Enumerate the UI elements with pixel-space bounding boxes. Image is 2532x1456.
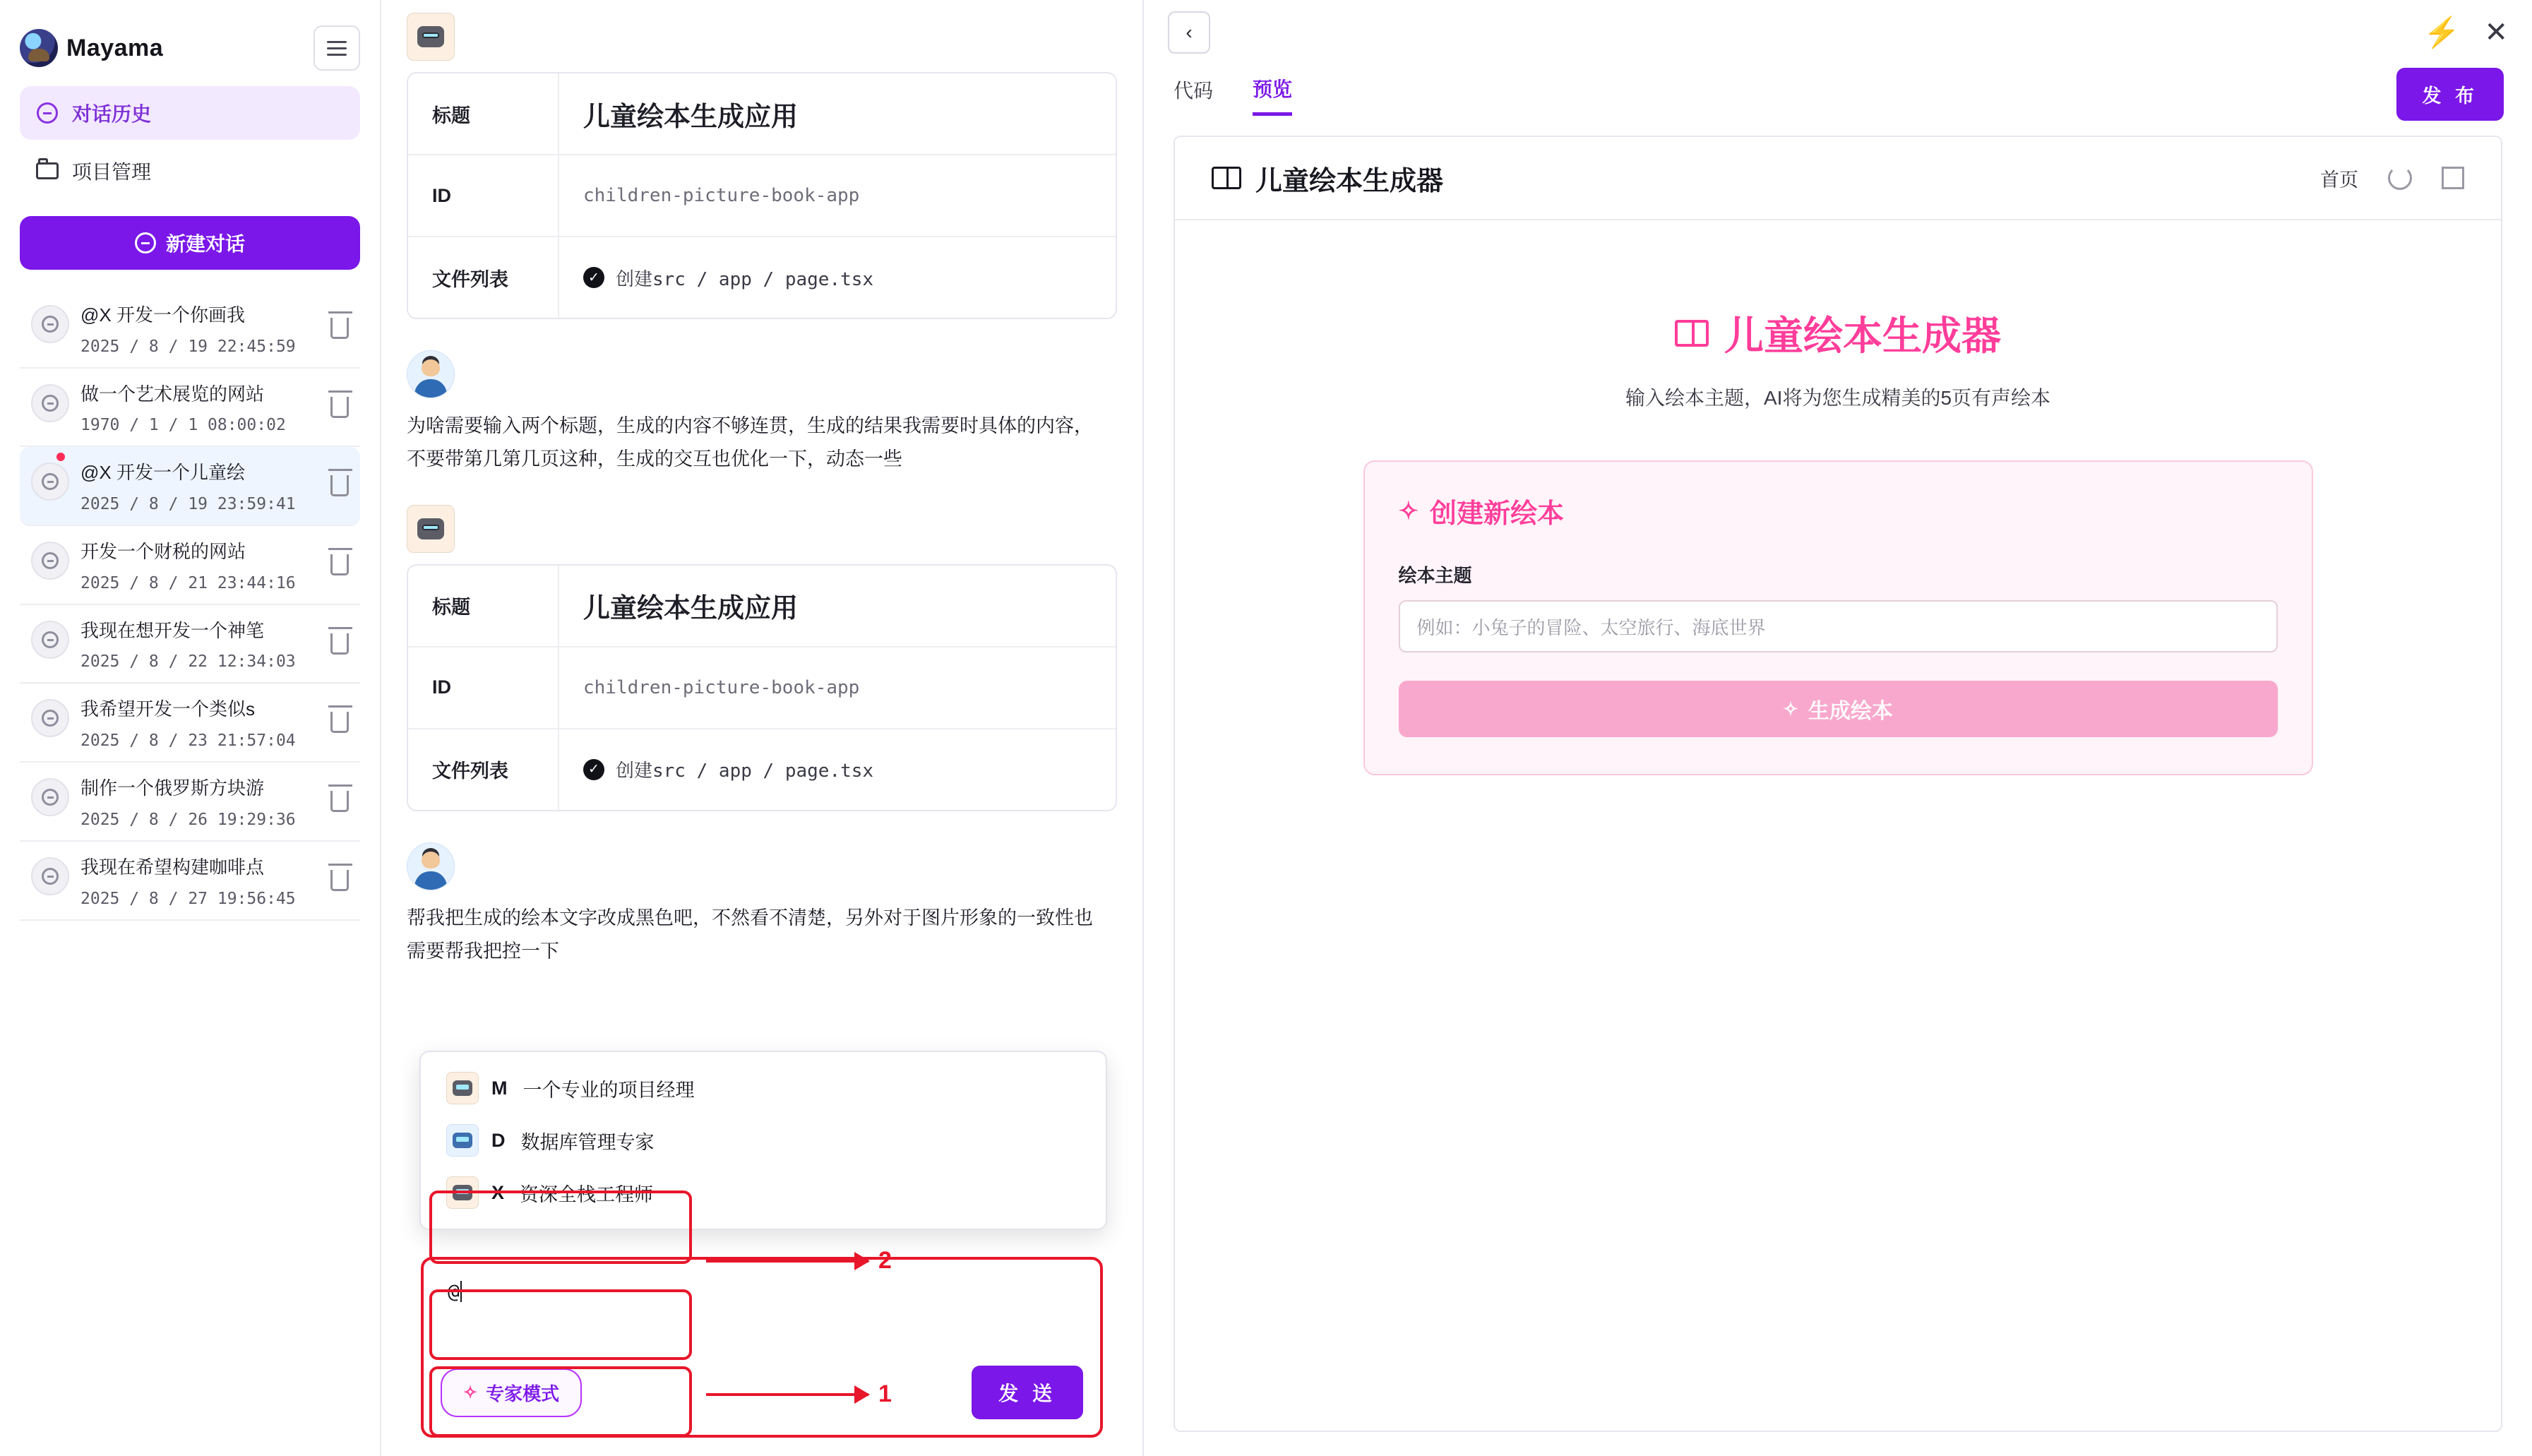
list-item[interactable] xyxy=(20,605,360,684)
sidebar-item-label: 对话历史 xyxy=(72,103,152,125)
sidebar-header xyxy=(20,0,360,86)
page-subtitle: 输入绘本主题，AI将为您生成精美的5页有声绘本 xyxy=(1625,387,2051,409)
list-item[interactable] xyxy=(20,763,360,842)
mention-option-m[interactable] xyxy=(421,1062,1106,1114)
check-icon: ✓ xyxy=(583,267,604,288)
list-item[interactable] xyxy=(20,290,360,369)
mention-option-x[interactable] xyxy=(421,1166,1106,1219)
history-title: 我现在希望构建咖啡点 xyxy=(80,856,265,878)
list-item[interactable] xyxy=(20,526,360,605)
book-icon xyxy=(1212,167,1241,189)
row-value: 创建src / app / page.tsx xyxy=(616,760,874,782)
history-title: 我现在想开发一个神笔 xyxy=(80,619,265,641)
list-item-selected[interactable] xyxy=(20,447,360,526)
unread-dot-icon xyxy=(56,453,65,461)
history-time: 2025 / 8 / 21 23:44:16 xyxy=(80,573,296,592)
row-key: 标题 xyxy=(408,73,559,154)
annotation-number: 2 xyxy=(878,1247,892,1274)
bolt-icon: ⚡ xyxy=(2423,16,2461,49)
user-avatar xyxy=(407,842,455,890)
brand-logo-icon xyxy=(20,29,58,67)
history-time: 2025 / 8 / 23 21:57:04 xyxy=(80,732,296,751)
list-item[interactable] xyxy=(20,369,360,448)
delete-icon[interactable] xyxy=(330,870,349,891)
menu-icon-bar xyxy=(327,54,347,56)
list-item[interactable] xyxy=(20,842,360,921)
history-time: 2025 / 8 / 19 22:45:59 xyxy=(80,337,296,356)
sidebar-item-chat-history[interactable] xyxy=(20,86,360,140)
sparkle-icon: ✧ xyxy=(1783,698,1798,720)
mention-key: D xyxy=(491,1129,506,1151)
menu-icon-bar xyxy=(327,47,347,49)
assistant-avatar xyxy=(407,13,455,61)
annotation-arrow-2 xyxy=(706,1247,892,1275)
history-time: 2025 / 8 / 19 23:59:41 xyxy=(80,495,296,514)
sidebar-item-project-management[interactable] xyxy=(20,144,360,198)
chat-column xyxy=(381,0,1144,1456)
avatar xyxy=(31,542,69,580)
row-value: 创建src / app / page.tsx xyxy=(616,268,874,290)
bot-avatar-icon xyxy=(446,1176,479,1209)
row-value: 儿童绘本生成应用 xyxy=(583,594,799,623)
chat-plus-icon xyxy=(135,232,156,253)
chat-history-list xyxy=(20,290,360,1456)
table-row xyxy=(408,73,1116,155)
nav-home-link[interactable]: 首页 xyxy=(2320,169,2358,191)
row-value: children-picture-book-app xyxy=(583,676,860,698)
project-info-card xyxy=(407,564,1117,811)
expand-icon[interactable] xyxy=(2442,167,2464,189)
preview-panel xyxy=(1144,0,2532,1456)
page-title xyxy=(1675,305,2001,362)
create-book-card xyxy=(1363,460,2313,775)
new-chat-label: 新建对话 xyxy=(165,233,245,255)
history-time: 2025 / 8 / 26 19:29:36 xyxy=(80,810,296,829)
history-time: 2025 / 8 / 22 12:34:03 xyxy=(80,652,296,672)
close-icon[interactable]: ✕ xyxy=(2484,17,2508,48)
sidebar-item-label: 项目管理 xyxy=(72,161,152,183)
history-title: 做一个艺术展览的网站 xyxy=(80,383,265,405)
history-title: 制作一个俄罗斯方块游 xyxy=(80,777,265,799)
page-title-label: 儿童绘本生成器 xyxy=(1724,314,2001,358)
send-button[interactable]: 发 送 xyxy=(972,1366,1083,1419)
user-avatar xyxy=(407,350,455,398)
mention-suggestion-popup[interactable] xyxy=(419,1051,1107,1230)
brand xyxy=(20,29,163,67)
mention-label: 资深全栈工程师 xyxy=(520,1183,654,1205)
avatar xyxy=(31,857,69,895)
avatar xyxy=(31,305,69,343)
mention-key: X xyxy=(491,1181,505,1203)
project-info-card xyxy=(407,72,1117,319)
text-caret xyxy=(460,1281,462,1302)
expert-mode-label: 专家模式 xyxy=(486,1383,560,1404)
row-key: 标题 xyxy=(408,566,559,646)
avatar xyxy=(31,778,69,816)
publish-button[interactable]: 发 布 xyxy=(2396,68,2504,121)
row-key: 文件列表 xyxy=(408,729,559,810)
avatar xyxy=(31,463,69,501)
row-key: ID xyxy=(408,648,559,728)
table-row xyxy=(408,566,1116,648)
row-value: children-picture-book-app xyxy=(583,185,860,206)
app-brand-label: 儿童绘本生成器 xyxy=(1255,166,1444,196)
delete-icon[interactable] xyxy=(330,712,349,733)
bot-avatar-icon xyxy=(446,1124,479,1157)
new-chat-button[interactable] xyxy=(20,216,360,270)
refresh-icon[interactable] xyxy=(2388,166,2412,190)
message-composer[interactable] xyxy=(421,1257,1103,1438)
row-value: 儿童绘本生成应用 xyxy=(583,102,799,132)
mention-label: 数据库管理专家 xyxy=(520,1131,655,1153)
check-icon: ✓ xyxy=(583,759,604,780)
generate-book-label: 生成绘本 xyxy=(1808,700,1893,723)
book-icon xyxy=(1675,320,1709,347)
row-key: 文件列表 xyxy=(408,237,559,318)
card-title xyxy=(1399,491,2278,530)
message-input-value: @ xyxy=(448,1279,460,1303)
sidebar xyxy=(0,0,381,1456)
history-time: 1970 / 1 / 1 08:00:02 xyxy=(80,416,286,435)
list-item[interactable] xyxy=(20,684,360,763)
theme-input[interactable]: 例如：小兔子的冒险、太空旅行、海底世界 xyxy=(1399,600,2278,652)
tab-code[interactable]: 代码 xyxy=(1174,80,1214,102)
annotation-arrow-1 xyxy=(706,1380,892,1408)
history-title: 开发一个财税的网站 xyxy=(80,541,246,563)
annotation-number: 1 xyxy=(878,1380,892,1407)
card-title-label: 创建新绘本 xyxy=(1430,499,1565,529)
history-time: 2025 / 8 / 27 19:56:45 xyxy=(80,889,296,908)
arrow-icon xyxy=(706,1393,868,1396)
menu-toggle-button[interactable] xyxy=(313,25,360,71)
history-title: @X 开发一个儿童绘 xyxy=(80,462,245,484)
sparkle-icon: ✧ xyxy=(1398,497,1419,525)
sparkle-icon: ✧ xyxy=(463,1383,478,1402)
bot-avatar-icon xyxy=(446,1072,479,1104)
chat-icon xyxy=(35,101,59,125)
app-body xyxy=(1175,220,2501,1431)
table-row xyxy=(408,237,1116,318)
delete-icon[interactable] xyxy=(330,791,349,812)
delete-icon[interactable] xyxy=(330,554,349,575)
preview-topbar xyxy=(1144,0,2532,65)
delete-icon[interactable] xyxy=(330,397,349,418)
menu-icon-bar xyxy=(327,41,347,43)
theme-field-label: 绘本主题 xyxy=(1398,565,1472,586)
avatar xyxy=(31,699,69,737)
preview-tabs xyxy=(1144,65,2532,124)
history-title: 我希望开发一个类似s xyxy=(80,698,256,720)
message-input[interactable] xyxy=(441,1274,1083,1346)
app-header xyxy=(1175,137,2501,220)
user-message: 帮我把生成的绘本文字改成黑色吧，不然看不清楚，另外对于图片形象的一致性也需要帮我把控一下 xyxy=(407,907,1093,962)
delete-icon[interactable] xyxy=(330,633,349,655)
preview-frame xyxy=(1174,136,2502,1432)
avatar xyxy=(31,621,69,659)
mention-option-d[interactable] xyxy=(421,1114,1106,1166)
arrow-icon xyxy=(706,1260,868,1263)
tab-preview[interactable]: 预览 xyxy=(1253,74,1292,116)
delete-icon[interactable] xyxy=(330,475,349,496)
table-row xyxy=(408,648,1116,729)
table-row xyxy=(408,155,1116,237)
delete-icon[interactable] xyxy=(330,318,349,339)
back-button[interactable]: ‹ xyxy=(1168,11,1210,54)
brand-name: Mayama xyxy=(66,34,164,61)
avatar xyxy=(31,384,69,422)
app-brand xyxy=(1212,159,1443,198)
mention-label: 一个专业的项目经理 xyxy=(522,1079,695,1101)
assistant-avatar xyxy=(407,505,455,553)
expert-mode-button[interactable] xyxy=(441,1368,582,1417)
user-message: 为啥需要输入两个标题，生成的内容不够连贯，生成的结果我需要时具体的内容，不要带第几第几页这种，生成的交互也优化一下，动态一些 xyxy=(407,415,1093,470)
folder-icon xyxy=(35,159,59,183)
history-title: @X 开发一个你画我 xyxy=(80,304,245,326)
generate-book-button[interactable] xyxy=(1399,681,2278,737)
row-key: ID xyxy=(408,155,559,236)
mention-key: M xyxy=(491,1077,508,1099)
table-row xyxy=(408,729,1116,810)
